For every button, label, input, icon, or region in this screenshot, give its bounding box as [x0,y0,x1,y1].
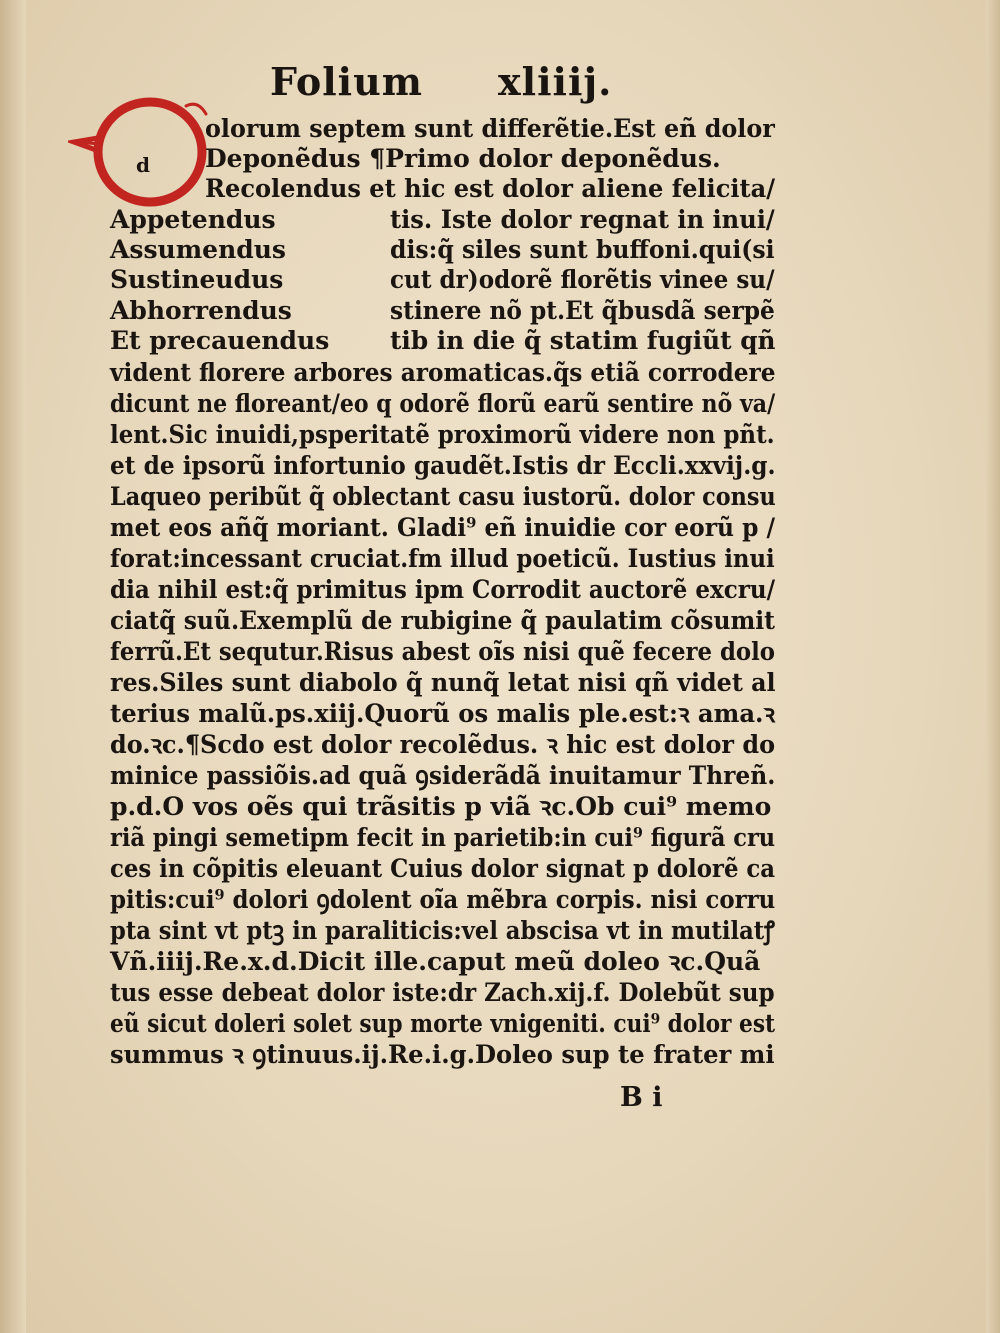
decorated-initial-icon [68,92,218,210]
header-title: Folium [270,59,423,104]
text-line: p.d.O vos oẽs qui trãsitis p viã ꝛc.Ob cui⁹ memo [110,792,772,821]
text-line: dis:q̃ siles sunt buffoni.qui(si [390,235,775,264]
text-line: pta sint vt ptꝫ in paraliticis:vel abscisa vt in mutilatꝭ [110,916,775,945]
text-line: ferrũ.Et sequtur.Risus abest oĩs nisi quẽ fecere dolo [110,637,776,666]
text-line: res.Siles sunt diabolo q̃ nunq̃ letat nisi qñ videt al [110,668,776,697]
text-line: Vñ.iiij.Re.x.d.Dicit ille.caput meũ doleo ꝛc.Quã [110,947,761,976]
text-line: terius malũ.ps.xiij.Quorũ os malis ple.est:ꝛ ama.ꝛ [110,699,776,728]
text-line: pitis:cui⁹ dolori ꝯdolent oĩa mẽbra corpis. nisi corru [110,885,776,914]
text-line: tus esse debeat dolor iste:dr Zach.xij.f. Dolebũt sup [110,978,775,1007]
list-item: Et precauendus [110,326,330,355]
text-line: forat:incessant cruciat.fm illud poeticũ. Iustius inui [110,544,775,573]
text-line: met eos añq̃ moriant. Gladi⁹ eñ inuidie cor eorũ p / [110,513,776,542]
list-item: Abhorrendus [110,296,292,325]
text-line: ces in cõpitis eleuant Cuius dolor signat p dolorẽ ca [110,854,776,883]
text-line: tib in die q̃ statim fugiũt qñ [390,326,776,355]
text-line: riã pingi semetipm fecit in parietib:in cui⁹ figurã cru [110,823,776,852]
page-gutter-shadow [0,0,26,1333]
list-item: Assumendus [110,235,286,264]
text-line: ciatq̃ suũ.Exemplũ de rubigine q̃ paulatim cõsumit [110,606,776,635]
text-line: do.ꝛc.¶Scdo est dolor recolẽdus. ꝛ hic est dolor do [110,730,776,759]
text-line: vident florere arbores aromaticas.q̃s etiã corrodere [110,358,776,387]
list-item: Sustineudus [110,265,284,294]
text-line: minice passiõis.ad quã ꝯsiderãdã inuitamur Threñ. [110,761,776,790]
text-line: olorum septem sunt differẽtie.Est eñ dolor [205,114,775,143]
text-line: eũ sicut doleri solet sup morte vnigeniti. cui⁹ dolor est [110,1009,776,1038]
text-line: summus ꝛ ꝯtinuus.ij.Re.i.g.Doleo sup te frater mi [110,1040,775,1069]
text-line: tis. Iste dolor regnat in inui/ [390,205,775,234]
guide-letter: d [136,153,150,177]
folio-number: xliiij. [498,59,613,104]
text-line: stinere nõ pt.Et q̃busdã serpẽ [390,296,775,325]
signature-mark: B i [620,1082,663,1113]
text-line: cut dr)odorẽ florẽtis vinee su/ [390,265,775,294]
text-line: Deponẽdus ¶Primo dolor deponẽdus. [205,144,721,173]
text-line: et de ipsorũ infortunio gaudẽt.Istis dr Eccli.xxvij.g. [110,451,776,480]
page-edge [986,0,1000,1333]
red-initial-o [68,92,218,210]
list-item: Appetendus [110,205,276,234]
text-line: dicunt ne floreant/eo q odorẽ florũ earũ sentire nõ va/ [110,389,776,418]
running-header [270,52,613,112]
text-line: Recolendus et hic est dolor aliene felicita/ [205,174,776,203]
text-line: dia nihil est:q̃ primitus ipm Corrodit auctorẽ excru/ [110,575,776,604]
text-line: lent.Sic inuidi,psperitatẽ proximorũ videre non pñt. [110,420,775,449]
text-line: Laqueo peribũt q̃ oblectant casu iustorũ. dolor consu [110,482,776,511]
